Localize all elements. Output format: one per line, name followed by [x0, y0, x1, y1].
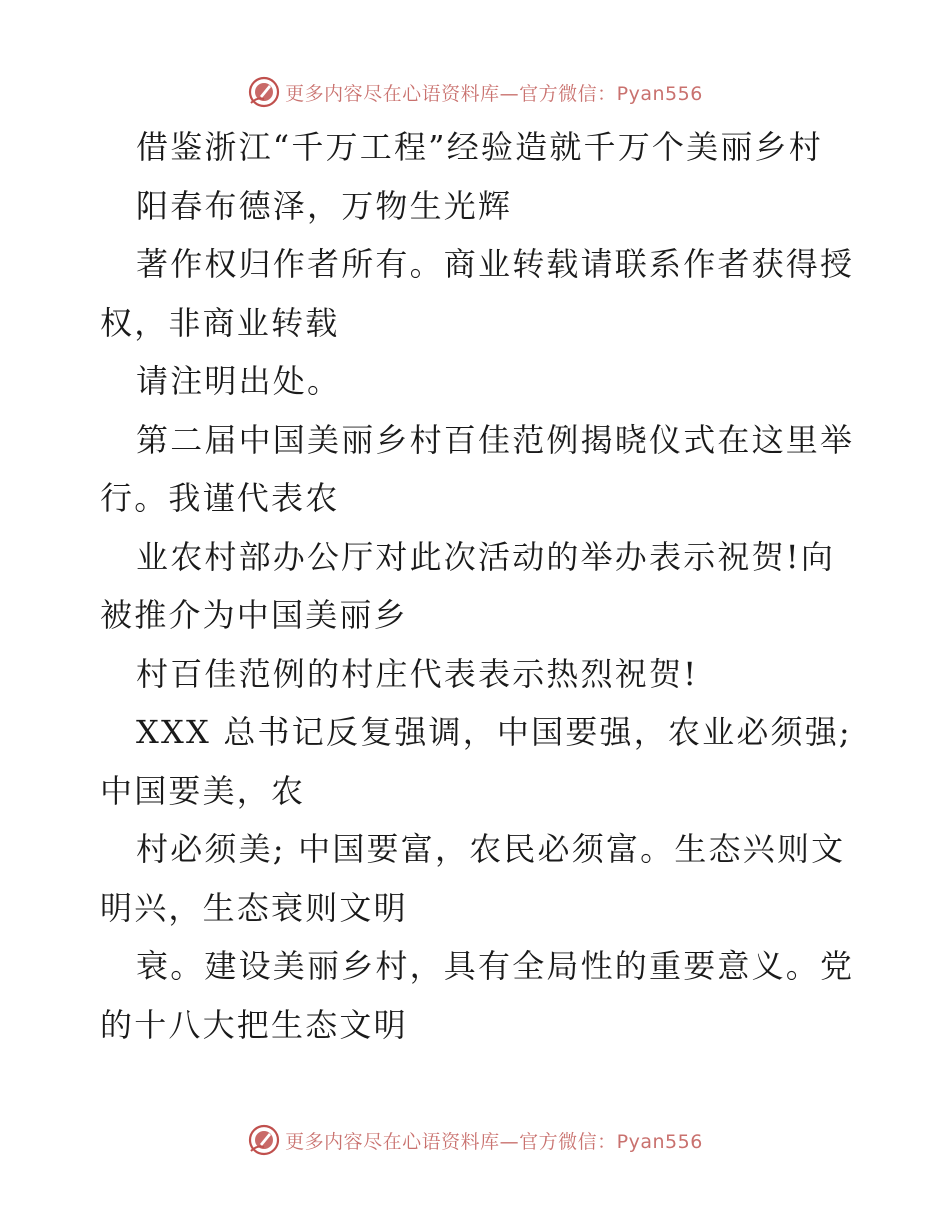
- text-line: XXX 总书记反复强调，中国要强，农业必须强;: [136, 713, 852, 751]
- text-line: 的十八大把生态文明: [100, 1005, 408, 1044]
- text-line: 明兴，生态衰则文明: [100, 888, 408, 927]
- text-line: 业农村部办公厅对此次活动的举办表示祝贺!向: [136, 537, 836, 576]
- text-line: 村必须美; 中国要富，农民必须富。生态兴则文: [136, 830, 846, 868]
- watermark-text: 更多内容尽在心语资料库—官方微信：Pyan556: [285, 1130, 703, 1153]
- page-footer-watermark: [0, 1120, 950, 1160]
- document-body: [100, 118, 860, 1054]
- pen-logo-icon: [247, 1123, 281, 1157]
- text-line: 第二届中国美丽乡村百佳范例揭晓仪式在这里举: [136, 420, 855, 459]
- text-line: 借鉴浙江“千万工程”经验造就千万个美丽乡村: [136, 128, 823, 166]
- watermark-text: 更多内容尽在心语资料库—官方微信：Pyan556: [285, 82, 703, 105]
- text-line: 中国要美，农: [100, 771, 306, 810]
- text-line: 村百佳范例的村庄代表表示热烈祝贺!: [136, 654, 699, 693]
- text-line: 权，非商业转载: [100, 303, 340, 342]
- text-line: 行。我谨代表农: [100, 479, 340, 517]
- page-header-watermark: [0, 72, 950, 112]
- pen-logo-icon: [247, 75, 281, 109]
- text-line: 被推介为中国美丽乡: [100, 596, 408, 634]
- text-line: 请注明出处。: [136, 362, 342, 400]
- text-line: 著作权归作者所有。商业转载请联系作者获得授: [136, 245, 855, 283]
- text-line: 衰。建设美丽乡村，具有全局性的重要意义。党: [136, 947, 855, 985]
- text-line: 阳春布德泽，万物生光辉: [136, 186, 513, 225]
